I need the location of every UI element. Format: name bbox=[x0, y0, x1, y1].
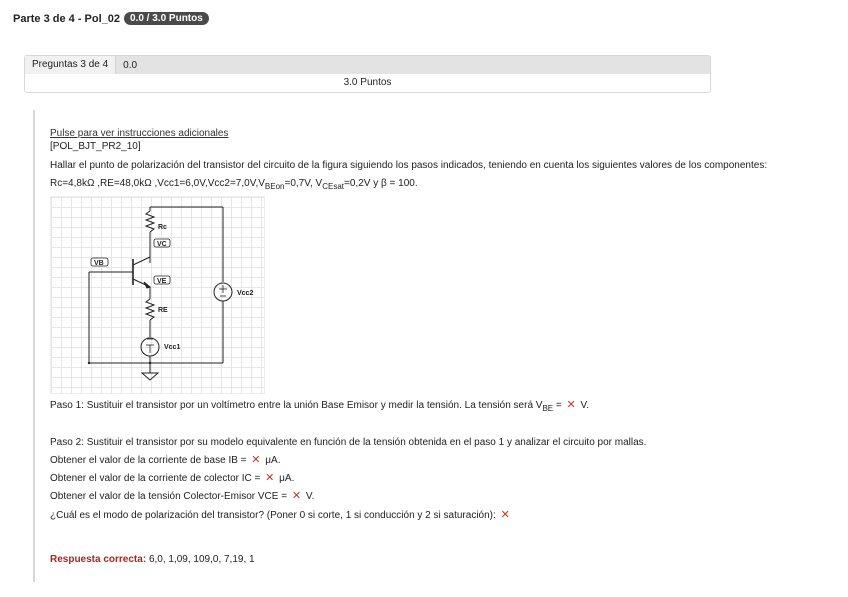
instructions-link[interactable]: Pulse para ver instrucciones adicionales bbox=[50, 128, 229, 139]
wrong-answer-icon: ✕ bbox=[251, 454, 261, 466]
wrong-answer-icon: ✕ bbox=[291, 490, 302, 502]
question-statement: Hallar el punto de polarización del transistor del circuito de la figura siguiendo los pasos indicados, teniendo en cuenta los siguientes valores de los componentes: bbox=[50, 160, 768, 171]
question-panel bbox=[33, 110, 823, 582]
ib-line: Obtener el valor de la corriente de base IB = ✕ μA. bbox=[50, 454, 281, 466]
correct-answer-value: 6,0, 1,09, 109,0, 7,19, 1 bbox=[148, 554, 255, 565]
paso1-line: Paso 1: Sustituir el transistor por un voltímetro entre la unión Base Emisor y medir la tensión. La tensión será $V_{BE}$ = ✕ V. bbox=[50, 399, 590, 413]
label-re: RE bbox=[158, 307, 168, 314]
points-label: 3.0 Puntos bbox=[343, 77, 392, 88]
circuit-schematic bbox=[51, 197, 264, 393]
question-summary bbox=[24, 55, 711, 93]
component-values: Rc=4,8kΩ ,RE=48,0kΩ $,Vcc1=6,0V,Vcc2=7,0V,V_{BEon}=0,7V$, $V_{CEsat}=0,2V$ y β = 100. bbox=[50, 178, 418, 191]
label-vc: VC bbox=[157, 241, 167, 248]
score-badge: 0.0 / 3.0 Puntos bbox=[124, 12, 209, 25]
label-vb: VB bbox=[94, 260, 104, 267]
paso2-line: Paso 2: Sustituir el transistor por su modelo equivalente en función de la tensión obtenida en el paso 1 y analizar el circuito por mallas. bbox=[50, 437, 647, 448]
correct-answer-label: Respuesta correcta: bbox=[50, 554, 147, 565]
wrong-answer-icon: ✕ bbox=[265, 472, 275, 484]
wrong-answer-icon: ✕ bbox=[500, 509, 510, 521]
vce-line: Obtener el valor de la tensión Colector-Emisor VCE = ✕ V. bbox=[50, 490, 315, 502]
label-rc: Rc bbox=[158, 224, 167, 231]
label-vcc1: Vcc1 bbox=[164, 344, 181, 351]
label-ve: VE bbox=[157, 278, 167, 285]
mode-line: ¿Cuál es el modo de polarización del transistor? (Poner 0 si corte, 1 si conducción y 2 si saturación): ✕ bbox=[50, 509, 510, 521]
correct-answer bbox=[50, 553, 255, 566]
part-header bbox=[13, 12, 209, 25]
label-vcc2: Vcc2 bbox=[237, 290, 254, 297]
wrong-answer-icon: ✕ bbox=[566, 399, 576, 411]
question-code: [POL_BJT_PR2_10] bbox=[50, 141, 141, 152]
questions-score-value: 0.0 bbox=[123, 59, 138, 71]
ic-line: Obtener el valor de la corriente de colector IC = ✕ μA. bbox=[50, 472, 295, 484]
part-title: Parte 3 de 4 - Pol_02 bbox=[13, 12, 120, 25]
circuit-diagram bbox=[50, 196, 265, 394]
questions-count-label: Preguntas 3 de 4 bbox=[25, 56, 116, 74]
